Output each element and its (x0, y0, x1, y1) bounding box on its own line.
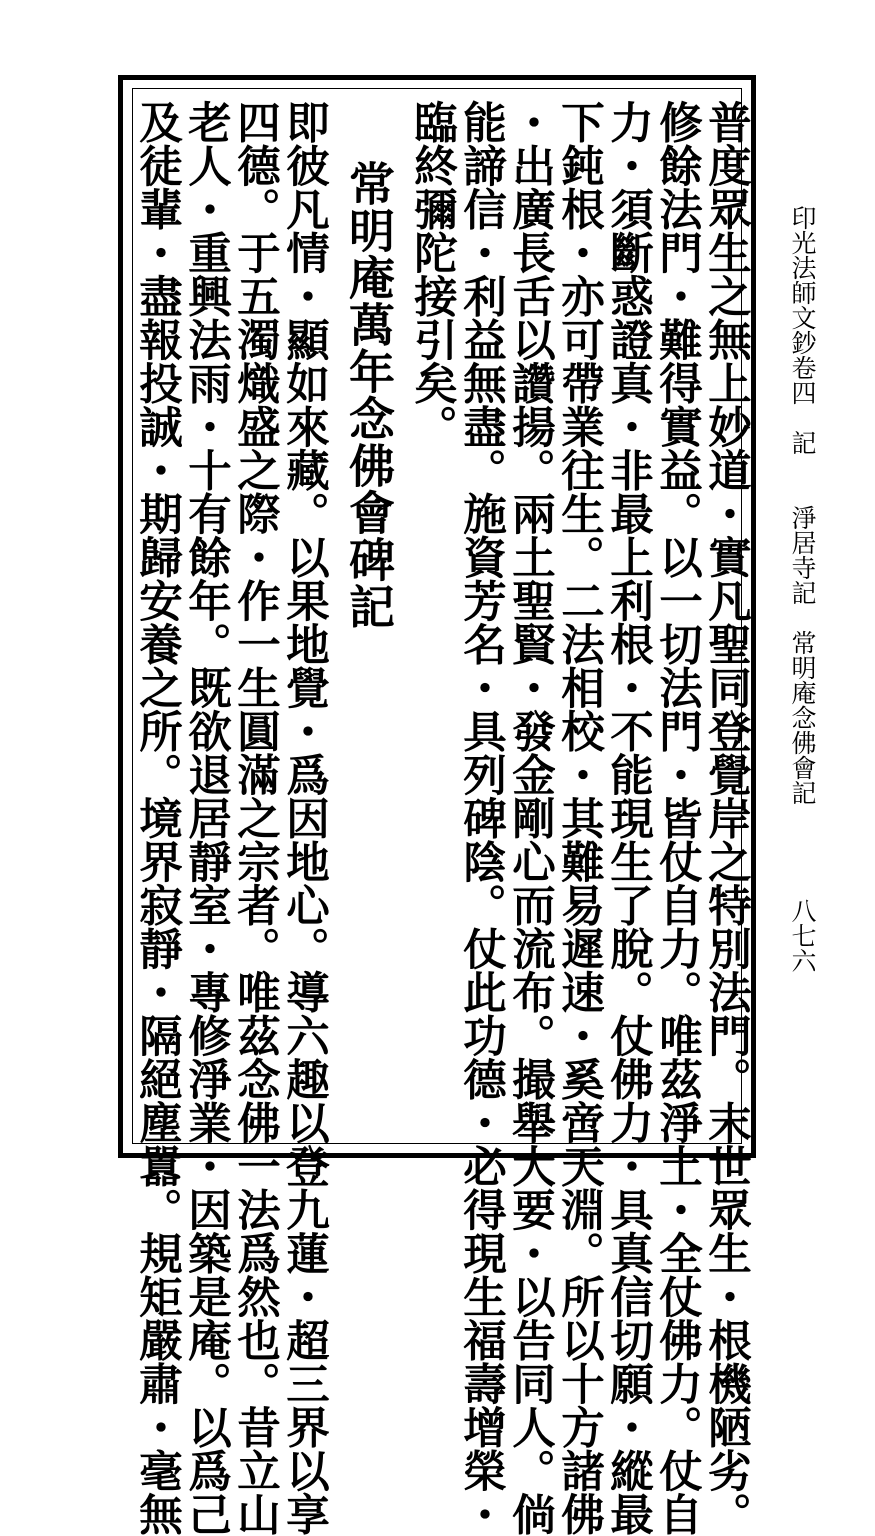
text-column-3: 力・須斷惑證真・非最上利根・不能現生了脫。仗佛力・具真信切願・縱最 (603, 100, 654, 1536)
text-column-5: ・出廣長舌以讚揚。兩土聖賢・發金剛心而流布。撮舉大要・以告同人。倘 (505, 100, 556, 1536)
text-column-10: 老人・重興法雨・十有餘年。既欲退居靜室・專修淨業・因築是庵。以爲己 (181, 100, 232, 1536)
text-column-11: 及徒輩・盡報投誠・期歸安養之所。境界寂靜・隔絕塵囂。規矩嚴肅・毫無 (132, 100, 183, 1536)
text-column-7: 臨終彌陀接引矣。 (407, 100, 458, 448)
text-column-9: 四德。于五濁熾盛之際・作一生圓滿之宗者。唯茲念佛一法爲然也。昔立山 (230, 100, 281, 1536)
text-column-6: 能諦信・利益無盡。施資芳名・具列碑陰。仗此功德・必得現生福壽增榮・ (456, 100, 507, 1536)
text-column-4: 下鈍根・亦可帶業往生。二法相校・其難易遲速・奚啻天淵。所以十方諸佛 (554, 100, 605, 1536)
text-column-1: 普度眾生之無上妙道・實凡聖同登覺岸之特別法門。末世眾生・根機陋劣。 (701, 100, 752, 1536)
text-column-8: 即彼凡情・顯如來藏。以果地覺・爲因地心。導六趣以登九蓮・超三界以享 (279, 100, 330, 1536)
page-number: 八七六 (788, 898, 817, 973)
section-title: 常明庵萬年念佛會碑記 (342, 160, 396, 630)
running-head: 印光法師文鈔卷四 記 淨居寺記 常明庵念佛會記 (788, 205, 817, 805)
text-column-2: 修餘法門・難得實益。以一切法門・皆仗自力。唯茲淨土・全仗佛力。仗自 (652, 100, 703, 1536)
